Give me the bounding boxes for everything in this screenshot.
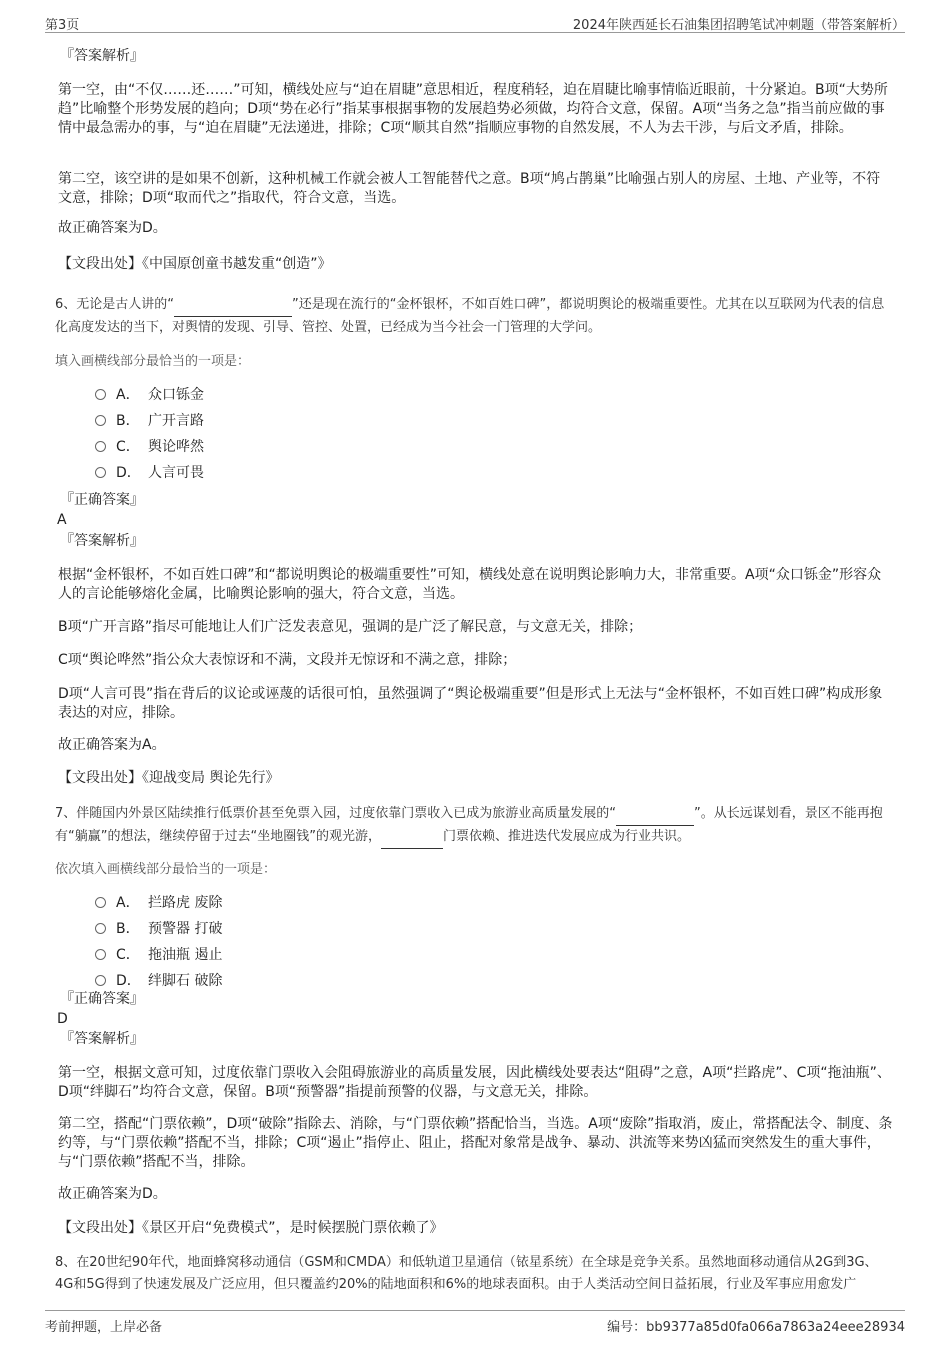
q5-analysis-p2: 第二空，该空讲的是如果不创新，这种机械工作就会被人工智能替代之意。B项“鸠占鹊巢”比喻强占别人的房屋、土地、产业等，不符文意，排除；D项“取而代之”指取代，符合文意，当选。 bbox=[58, 171, 881, 206]
q7-source: 【文段出处】《景区开启“免费模式”，是时候摆脱门票依赖了》 bbox=[58, 1220, 444, 1236]
q6-answer: A bbox=[57, 512, 67, 528]
q6-option-c[interactable]: C． 舆论哗然 bbox=[95, 438, 204, 457]
q7-stem-part-b: ”。从长远谋划看，景区不能再抱有“躺赢”的想法，继续停留于过去“坐地圈钱”的观光游， bbox=[55, 806, 883, 844]
footer-slogan: 考前押题，上岸必备 bbox=[45, 1320, 163, 1335]
q6-analysis-p2: B项“广开言路”指尽可能地让人们广泛发表意见，强调的是广泛了解民意，与文意无关，排除； bbox=[58, 619, 643, 635]
q5-analysis-p1: 第一空，由“不仅……还……”可知，横线处应与“迫在眉睫”意思相近，程度稍轻，迫在眉睫比喻事情临近眼前，十分紧迫。B项“大势所趋”比喻整个形势发展的趋向；D项“势在必行”指某事根据事物的发展趋势必须做，均符合文意，保留。A项“当务之急”指当前应做的事情中最急需办的事，与“迫在眉睫”无法递进，排除；C项“顺其自然”指顺应事物的自然发展，不人为去干涉，与后文矛盾，排除。 bbox=[58, 82, 888, 136]
radio-icon[interactable] bbox=[95, 441, 106, 452]
q7-instruction: 依次填入画横线部分最恰当的一项是： bbox=[55, 862, 277, 877]
q7-option-a[interactable]: A． 拦路虎 废除 bbox=[95, 894, 222, 913]
q7-stem-part-c: 门票依赖、推进迭代发展应成为行业共识。 bbox=[442, 829, 690, 844]
q7-option-d[interactable]: D． 绊脚石 破除 bbox=[95, 972, 222, 991]
radio-icon[interactable] bbox=[95, 467, 106, 478]
q6-conclusion: 故正确答案为A。 bbox=[58, 737, 166, 753]
q6-option-a[interactable]: A． 众口铄金 bbox=[95, 386, 204, 405]
page-header bbox=[45, 10, 905, 33]
radio-icon[interactable] bbox=[95, 923, 106, 934]
q5-source: 【文段出处】《中国原创童书越发重“创造”》 bbox=[58, 256, 332, 272]
q7-stem-part-a: 7、伴随国内外景区陆续推行低票价甚至免票入园，过度依靠门票收入已成为旅游业高质量发展的“ bbox=[55, 806, 617, 821]
correct-answer-label: 『正确答案』 bbox=[60, 991, 144, 1007]
analysis-label: 『答案解析』 bbox=[60, 1031, 144, 1047]
q6-instruction: 填入画横线部分最恰当的一项是： bbox=[55, 354, 251, 369]
q5-conclusion: 故正确答案为D。 bbox=[58, 220, 167, 236]
q7-blank-1 bbox=[616, 803, 694, 826]
radio-icon[interactable] bbox=[95, 389, 106, 400]
q6-analysis-p3: C项“舆论哗然”指公众大表惊讶和不满，文段并无惊讶和不满之意，排除； bbox=[58, 652, 517, 668]
radio-icon[interactable] bbox=[95, 975, 106, 986]
q7-analysis-p1: 第一空，根据文意可知，过度依靠门票收入会阻碍旅游业的高质量发展，因此横线处要表达“阻碍”之意，A项“拦路虎”、C项“拖油瓶”、D项“绊脚石”均符合文意，保留。B项“预警器”指提前预警的仪器，与文意无关，排除。 bbox=[58, 1065, 891, 1100]
q6-blank bbox=[174, 294, 292, 317]
document-title: 2024年陕西延长石油集团招聘笔试冲刺题（带答案解析） bbox=[572, 18, 905, 33]
q7-analysis-p2: 第二空，搭配“门票依赖”，D项“破除”指除去、消除，与“门票依赖”搭配恰当，当选。A项“废除”指取消，废止，常搭配法令、制度、条约等，与“门票依赖”搭配不当，排除；C项“遏止”指停止、阻止，搭配对象常是战争、暴动、洪流等来势凶猛而突然发生的重大事件，与“门票依赖”搭配不当，排除。 bbox=[58, 1116, 893, 1170]
q7-conclusion: 故正确答案为D。 bbox=[58, 1186, 167, 1202]
correct-answer-label: 『正确答案』 bbox=[60, 492, 144, 508]
q7-stem bbox=[55, 803, 895, 849]
q6-stem bbox=[55, 294, 895, 339]
q8-stem: 8、在20世纪90年代，地面蜂窝移动通信（GSM和CMDA）和低轨道卫星通信（铱星系统）在全球是竞争关系。虽然地面移动通信从2G到3G、4G和5G得到了快速发展及广泛应用，但只覆盖约20%的陆地面积和6%的地球表面积。由于人类活动空间日益拓展，行业及军事应用愈发广 bbox=[55, 1255, 878, 1292]
radio-icon[interactable] bbox=[95, 897, 106, 908]
q7-blank-2 bbox=[381, 826, 443, 849]
q6-option-d[interactable]: D． 人言可畏 bbox=[95, 464, 204, 483]
q6-source: 【文段出处】《迎战变局 舆论先行》 bbox=[58, 770, 280, 786]
q6-analysis-p4: D项“人言可畏”指在背后的议论或诬蔑的话很可怕，虽然强调了“舆论极端重要”但是形式上无法与“金杯银杯，不如百姓口碑”构成形象表达的对应，排除。 bbox=[58, 686, 883, 721]
radio-icon[interactable] bbox=[95, 949, 106, 960]
analysis-label: 『答案解析』 bbox=[60, 48, 144, 64]
radio-icon[interactable] bbox=[95, 415, 106, 426]
q6-stem-part-b: ”还是现在流行的“金杯银杯，不如百姓口碑”，都说明舆论的极端重要性。尤其在以互联网为代表的信息化高度发达的当下，对舆情的发现、引导、管控、处置，已经成为当今社会一门管理的大学问。 bbox=[55, 297, 885, 335]
q7-option-b[interactable]: B． 预警器 打破 bbox=[95, 920, 222, 939]
document-code: 编号：bb9377a85d0fa066a7863a24eee28934 bbox=[607, 1320, 905, 1335]
q7-option-c[interactable]: C． 拖油瓶 遏止 bbox=[95, 946, 222, 965]
page-footer bbox=[45, 1310, 905, 1335]
q6-option-b[interactable]: B． 广开言路 bbox=[95, 412, 204, 431]
q7-answer: D bbox=[57, 1011, 68, 1027]
q6-analysis-p1: 根据“金杯银杯，不如百姓口碑”和“都说明舆论的极端重要性”可知，横线处意在说明舆论影响力大，非常重要。A项“众口铄金”形容众人的言论能够熔化金属，比喻舆论影响的强大，符合文意，当选。 bbox=[58, 567, 882, 602]
analysis-label: 『答案解析』 bbox=[60, 533, 144, 549]
q6-stem-part-a: 6、无论是古人讲的“ bbox=[55, 297, 175, 312]
page-number: 第3页 bbox=[45, 18, 80, 33]
